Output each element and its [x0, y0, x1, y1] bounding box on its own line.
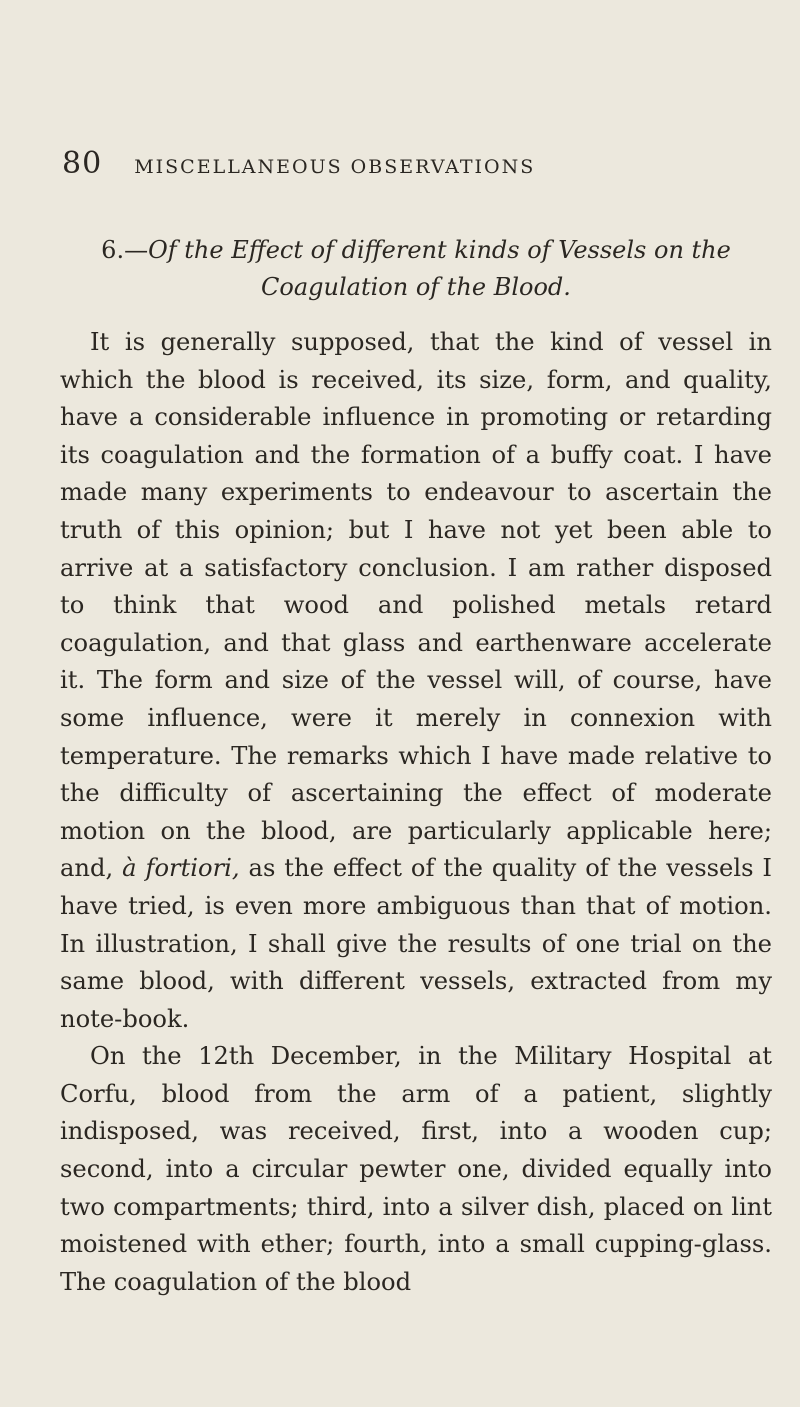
- page-number: 80: [62, 146, 103, 181]
- paragraph-1-text-a: It is generally supposed, that the kind of vessel in which the blood is received, its size, form, and quality, have a considerable influence in promoting or retarding its coagulation and the formation of a buffy coat. I have made many experiments to endeavour to ascertain the truth of this opinion; but I have not yet been able to arrive at a satisfactory conclusion. I am rather disposed to think that wood and polished metals retard coagulation, and that glass and earthenware accelerate it. The form and size of the vessel will, of course, have some influence, were it merely in connexion with temperature. The remarks which I have made relative to the difficulty of ascertaining the effect of moderate motion on the blood, are particularly applicable here; and,: [60, 328, 772, 883]
- paragraph-1-text-b: as the effect of the quality of the vessels I have tried, is even more ambiguous than that of motion. In illustration, I shall give the results of one trial on the same blood, with different vessels, extracted from my note-book.: [60, 854, 772, 1033]
- section-title: Of the Effect of different kinds of Vessels on the Coagulation of the Blood.: [148, 236, 731, 301]
- page-content: [60, 232, 772, 1301]
- section-number: 6.—: [101, 236, 149, 264]
- running-head-title: MISCELLANEOUS OBSERVATIONS: [134, 156, 536, 178]
- section-heading: [60, 232, 772, 306]
- paragraph-2: On the 12th December, in the Military Hospital at Corfu, blood from the arm of a patient, slightly indisposed, was received, first, into a wooden cup; second, into a circular pewter one, divided equally into two compartments; third, into a silver dish, placed on lint moistened with ether; fourth, into a small cupping-glass. The coagulation of the blood: [60, 1042, 772, 1296]
- paragraph-1-italic-phrase: à fortiori,: [122, 854, 240, 883]
- running-head: [62, 146, 762, 181]
- paragraph-1: [60, 324, 772, 1038]
